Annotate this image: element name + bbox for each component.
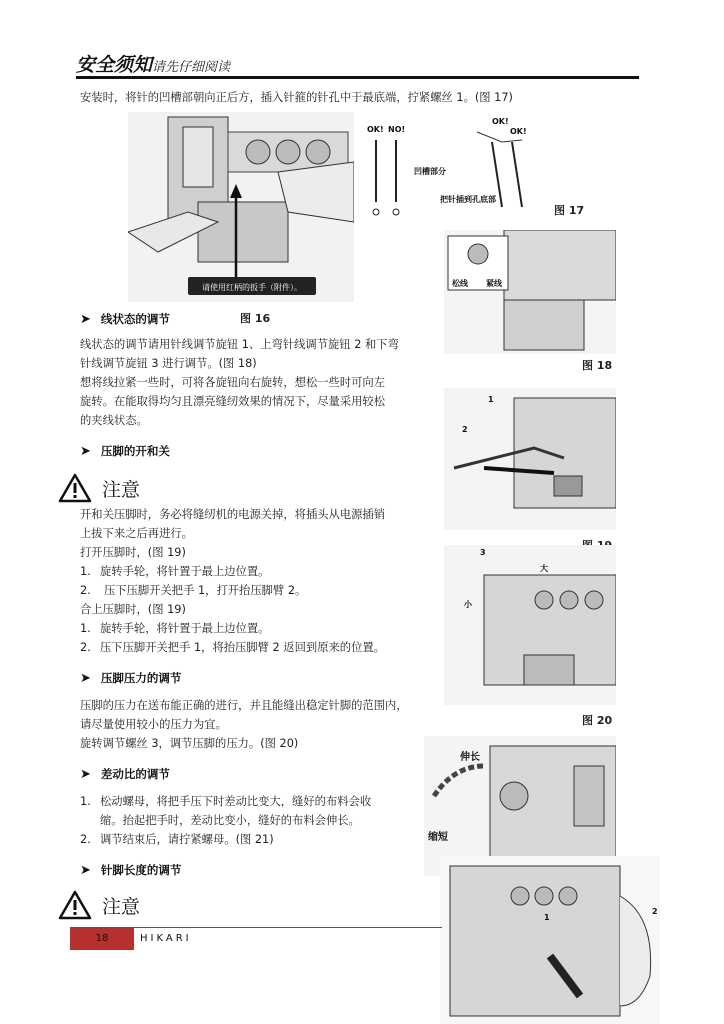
figure-20-image: [444, 545, 616, 705]
thread-line-1: 线状态的调节请用针线调节旋钮 1、上弯针线调节旋钮 2 和下弯: [80, 338, 399, 351]
thread-line-4: 旋转。在能取得均匀且漂亮缝纫效果的情况下，尽量采用较松: [80, 395, 386, 408]
caution-1-line-2: 上拔下来之后再进行。: [80, 527, 193, 540]
page-number: 18: [95, 933, 109, 944]
open-step-1: 1. 旋转手轮，将针置于最上边位置。: [80, 565, 270, 578]
close-step-2: 2. 压下压脚开关把手 1，将抬压脚臂 2 返回到原来的位置。: [80, 641, 385, 654]
thread-line-3: 想将线拉紧一些时，可将各旋钮向右旋转，想松一些时可向左: [80, 376, 386, 389]
figure-17-image: [362, 112, 585, 222]
figure-17-groove-label: 凹槽部分: [414, 167, 446, 176]
figure-19-label-1: 1: [488, 395, 494, 404]
figure-19-label-2: 2: [462, 425, 468, 434]
figure-20-big-label: 大: [540, 564, 548, 573]
pressure-line-2: 请尽量使用较小的压力为宜。: [80, 718, 227, 731]
figure-20-caption: 图 20: [582, 714, 613, 727]
figure-21-image: [424, 736, 616, 876]
header-subtitle: 请先仔细阅读: [152, 60, 231, 75]
section-arrow-icon: ➤: [80, 312, 91, 327]
header-title: 安全须知: [76, 54, 153, 76]
diff-step-2: 2. 调节结束后，请拧紧螺母。(图 21): [80, 833, 274, 846]
close-step-1: 1. 旋转手轮，将针置于最上边位置。: [80, 622, 270, 635]
figure-21-shorten-label: 缩短: [428, 832, 448, 843]
figure-22-image: [440, 856, 660, 1024]
figure-17-insert-label: 把针插到孔底部: [440, 195, 496, 204]
figure-20-small-label: 小: [464, 600, 472, 609]
pressure-line-1: 压脚的压力在送布能正确的进行，并且能缝出稳定针脚的范围内，: [80, 699, 408, 712]
figure-21-lengthen-label: 伸长: [460, 752, 480, 763]
section-thread-title: ➤ 线状态的调节: [80, 312, 170, 327]
figure-16-caption: 图 16: [240, 312, 271, 325]
caution-1-line-1: 开和关压脚时，务必将缝纫机的电源关掉，将插头从电源插销: [80, 508, 386, 521]
figure-22-label-2: 2: [652, 907, 658, 916]
header-rule: [76, 76, 639, 79]
close-title: 合上压脚时，(图 19): [80, 603, 186, 616]
caution-heading-2: [58, 890, 140, 920]
thread-line-2: 针线调节旋钮 3 进行调节。(图 18): [80, 357, 257, 370]
figure-17-ok-label: OK!: [367, 125, 384, 134]
figure-18-caption: 图 18: [582, 359, 613, 372]
section-presser-open-title: ➤ 压脚的开和关: [80, 444, 170, 459]
open-step-2: 2. 压下压脚开关把手 1，打开抬压脚臂 2。: [80, 584, 307, 597]
figure-17-no-label: NO!: [388, 125, 406, 134]
section-arrow-icon: ➤: [80, 671, 91, 686]
caution-heading-1: [58, 473, 140, 503]
footer-brand: HIKARI: [140, 933, 192, 944]
figure-16-image: [128, 112, 354, 302]
caution-1-title: 注意: [102, 478, 141, 501]
warning-icon: [58, 890, 92, 920]
section-arrow-icon: ➤: [80, 863, 91, 878]
intro-text: 安装时，将针的凹槽部朝向正后方，插入针箍的针孔中于最底端，拧紧螺丝 1。(图 17): [80, 91, 513, 104]
diff-step-1: 1. 松动螺母，将把手压下时差动比变大，缝好的布料会收: [80, 795, 372, 808]
figure-17-ok3-label: OK!: [510, 127, 527, 136]
figure-16-tool-label: 请使用红柄的扳手（附件）。: [202, 283, 302, 292]
figure-18-tight-label: 紧线: [486, 279, 502, 288]
thread-line-5: 的夹线状态。: [80, 414, 148, 427]
section-arrow-icon: ➤: [80, 767, 91, 782]
section-diff-title: ➤ 差动比的调节: [80, 767, 170, 782]
open-title: 打开压脚时，(图 19): [80, 546, 186, 559]
figure-22-label-1: 1: [544, 913, 550, 922]
figure-18-loose-label: 松线: [452, 279, 468, 288]
figure-17-ok2-label: OK!: [492, 117, 509, 126]
figure-18-image: [444, 230, 616, 354]
section-stitch-title: ➤ 针脚长度的调节: [80, 863, 182, 878]
pressure-line-3: 旋转调节螺丝 3，调节压脚的压力。(图 20): [80, 737, 299, 750]
figure-17-caption: 图 17: [554, 204, 585, 217]
caution-2-title: 注意: [102, 895, 141, 918]
page-header: [76, 50, 638, 78]
section-arrow-icon: ➤: [80, 444, 91, 459]
section-pressure-title: ➤ 压脚压力的调节: [80, 671, 182, 686]
figure-20-label-3: 3: [480, 548, 486, 557]
warning-icon: [58, 473, 92, 503]
figure-19-image: [444, 388, 616, 530]
diff-step-1-cont: 缩。抬起把手时，差动比变小，缝好的布料会伸长。: [100, 814, 360, 827]
